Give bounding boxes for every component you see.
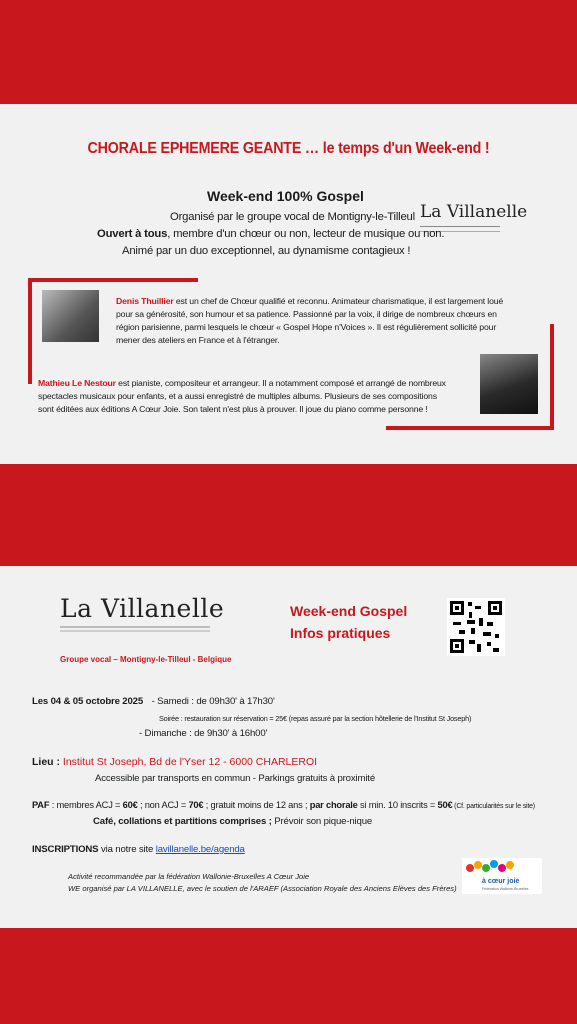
animated-line: Animé par un duo exceptionnel, au dynamisme contagieux ! [122, 245, 411, 257]
price-line: PAF : membres ACJ = 60€ ; non ACJ = 70€ ; gratuit moins de 12 ans ; par chorale si min. 10 inscrits = 50€ (Cf. particularités sur le site) [32, 800, 535, 810]
bio-mathieu: Mathieu Le Nestour est pianiste, compositeur et arrangeur. Il a notamment composé et arrangé de nombreux spectacles musicaux pour enfants, et a aussi enregistré de multiples albums. Plusieurs de ses compositions sont éditées aux éditions A Cœur Joie. Son talent n'est plus à prouver. Il joue du piano comme personne ! [38, 378, 446, 414]
access-line: Accessible par transports en commun - Parkings gratuits à proximité [95, 773, 376, 784]
denis-photo [42, 290, 99, 342]
bio-denis: Denis Thuillier est un chef de Chœur qualifié et reconnu. Animateur charismatique, il est largement loué pour sa générosité, son humour et sa patience. Passionné par la voix, il dirige de nombreux chœurs en région parisienne, parmi lesquels le chœur « Gospel Hope n'Voices ». Il est régulièrement sollicité pour mener des ateliers en France et à l'étranger. [116, 296, 504, 345]
villanelle-logo-small [420, 202, 527, 222]
footer-organisation: WE organisé par LA VILLANELLE, avec le soutien de l'ARAEF (Association Royale des Anciens Elèves des Frères) [68, 884, 457, 893]
location-value: Institut St Joseph, Bd de l'Yser 12 - 6000 CHARLEROI [62, 756, 318, 768]
acj-logo-icon: à cœur joie Fédération Wallonie-Bruxelles [462, 858, 542, 894]
qr-code-icon [447, 598, 505, 656]
bio-mathieu-name: Mathieu Le Nestour [38, 378, 116, 388]
organiser-line: Organisé par le groupe vocal de Montigny-le-Tilleul [170, 211, 415, 223]
info-heading-2: Infos pratiques [290, 625, 391, 641]
week-end-heading: Week-end 100% Gospel [207, 188, 364, 204]
location-label: Lieu : [32, 756, 60, 768]
dates-line [32, 696, 275, 707]
info-panel [0, 566, 577, 928]
location-line [32, 756, 317, 768]
logo-text: La Villanelle [420, 202, 528, 222]
open-rest: , membre d'un chœur ou non, lecteur de musique ou non. [167, 228, 445, 240]
open-line [97, 228, 444, 240]
logo-subtitle: Groupe vocal – Montigny-le-Tilleul - Belgique [60, 655, 232, 664]
registration-link[interactable]: lavillanelle.be/agenda [155, 844, 245, 855]
tuning-fork-icon [60, 623, 210, 637]
event-panel [0, 104, 577, 464]
dates-label: Les 04 & 05 octobre 2025 [32, 696, 144, 707]
included-line: Café, collations et partitions comprises ; Prévoir son pique-nique [93, 816, 373, 827]
villanelle-logo [60, 594, 224, 637]
bio-denis-name: Denis Thuillier [116, 296, 174, 306]
registration-line: INSCRIPTIONS via notre site lavillanelle.be/agenda [32, 844, 245, 855]
open-bold: Ouvert à tous [97, 228, 168, 240]
event-title: CHORALE EPHEMERE GEANTE … le temps d'un Week-end ! [87, 140, 490, 157]
evening-note: Soirée : restauration sur réservation = 25€ (repas assuré par la section hôtellerie de l'Institut St Joseph) [159, 714, 472, 723]
footer-federation: Activité recommandée par la fédération Wallonie-Bruxelles A Cœur Joie [68, 872, 310, 881]
logo-text-large: La Villanelle [60, 594, 225, 623]
saturday-hours: - Samedi : de 09h30' à 17h30' [151, 696, 275, 707]
info-heading-1: Week-end Gospel [290, 603, 408, 619]
mathieu-photo [480, 354, 538, 414]
sunday-hours: - Dimanche : de 9h30' à 16h00' [139, 728, 268, 739]
